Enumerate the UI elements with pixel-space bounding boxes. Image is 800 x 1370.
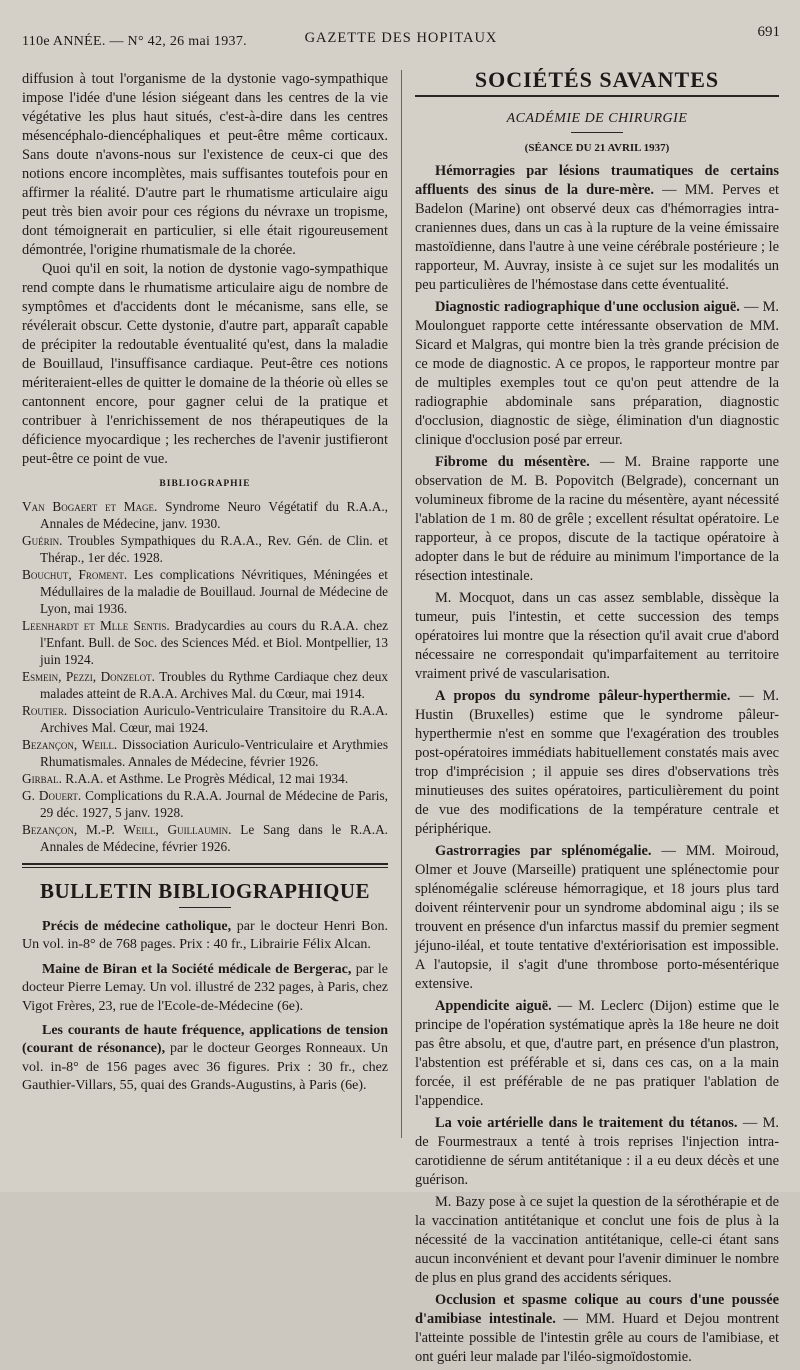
book-title: Maine de Biran et la Société médicale de Bergerac, bbox=[42, 961, 352, 977]
title-underline bbox=[571, 132, 623, 133]
book-details: par le docteur Henri Bon. Un vol. in-8° de 768 pages. Prix : 40 fr., Librairie Félix Alcan. bbox=[22, 919, 388, 953]
bibliography-entry bbox=[22, 617, 388, 668]
book-entry bbox=[22, 1022, 388, 1096]
session-entry bbox=[415, 997, 779, 1111]
entry-text: M. Bazy pose à ce sujet la question de la sérothérapie et de la vaccination antitétanique et conclut une fois de plus à la nécessité de la vaccination antitétanique, celle-ci étant sans aucun inconvénient et devant pour l'avenir diminuer le nombre de plus en plus grand des accidents sériques. bbox=[415, 1194, 779, 1286]
bibliography-entry bbox=[22, 566, 388, 617]
entry-title: Occlusion et spasme colique au cours d'une poussée d'amibiase intestinale. bbox=[415, 1292, 779, 1327]
session-entry bbox=[415, 589, 779, 684]
reference-text: Troubles Sympathiques du R.A.A., Rev. Gén. de Clin. et Thérap., 1er déc. 1928. bbox=[40, 533, 388, 565]
section-rule bbox=[22, 867, 388, 868]
session-entry bbox=[415, 453, 779, 586]
bibliography-entry bbox=[22, 702, 388, 736]
entry-title: A propos du syndrome pâleur-hyperthermie. bbox=[435, 688, 731, 704]
reference-authors: Girbal. bbox=[22, 771, 62, 786]
book-entry bbox=[22, 918, 388, 955]
session-entries bbox=[415, 162, 779, 1367]
reference-text: Bradycardies au cours du R.A.A. chez l'Enfant. Bull. de Soc. des Sciences Méd. et Biol. Montpellier, 13 juin 1924. bbox=[40, 618, 388, 667]
bibliography-entry bbox=[22, 736, 388, 770]
session-entry bbox=[415, 162, 779, 295]
academy-title: ACADÉMIE DE CHIRURGIE bbox=[506, 111, 688, 126]
reference-text: Dissociation Auriculo-Ventriculaire Transitoire du R.A.A. Archives Mal. Cœur, mai 1924. bbox=[40, 703, 388, 735]
book-list bbox=[22, 918, 388, 1096]
bibliography-entry bbox=[22, 668, 388, 702]
bibliography-heading: BIBLIOGRAPHIE bbox=[159, 479, 251, 489]
column-divider bbox=[401, 70, 402, 1138]
title-underline bbox=[179, 907, 231, 908]
section-rule bbox=[22, 863, 388, 865]
reference-authors: Bezançon, Weill. bbox=[22, 737, 118, 752]
reference-authors: Bezançon, M.-P. Weill, Guillaumin. bbox=[22, 822, 232, 837]
book-details: par le docteur Georges Ronneaux. Un vol. in-8° de 156 pages avec 36 figures. Prix : 30 fr., chez Gauthier-Villars, 55, quai des Grands-Augustins, à Paris (6e). bbox=[22, 1041, 388, 1094]
entry-title: Appendicite aiguë. bbox=[435, 998, 552, 1014]
session-date: (SÉANCE DU 21 AVRIL 1937) bbox=[524, 142, 670, 154]
right-column bbox=[415, 67, 780, 1370]
book-title: Précis de médecine catholique, bbox=[42, 919, 232, 934]
bulletin-title: BULLETIN BIBLIOGRAPHIQUE bbox=[40, 879, 370, 903]
entry-title: Fibrome du mésentère. bbox=[435, 454, 590, 470]
session-entry bbox=[415, 842, 779, 994]
bibliography-entry bbox=[22, 821, 388, 855]
reference-text: Le Sang dans le R.A.A. Annales de Médecine, février 1926. bbox=[40, 822, 388, 854]
bibliography-entry bbox=[22, 770, 388, 787]
section-rule bbox=[415, 95, 779, 97]
page-number: 691 bbox=[757, 24, 780, 40]
entry-text: — M. Leclerc (Dijon) estime que le principe de l'opération systématique après la 18e heure ne doit pas être absolu, et que, d'autre part, en présence d'un plastron, l'abstention est préférable et si, dans ces cas, on a la main forcée, il est préférable de ne pas pratiquer l'ablation de l'appendice. bbox=[415, 998, 779, 1109]
issue-info: 110e ANNÉE. — N° 42, 26 mai 1937. bbox=[22, 34, 247, 49]
page-header bbox=[22, 24, 780, 54]
bibliography-list bbox=[22, 498, 388, 855]
article-paragraph: Quoi qu'il en soit, la notion de dystonie vago-sympathique rend compte dans le rhumatisme articulaire aigu de nombre de symptômes et d'accidents dont le mécanisme, sans elle, se révélerait obscur. Cette dystonie, d'autre part, apparaît capable de précipiter la redoutable éventualité qu'est, dans la maladie de Bouillaud, l'insuffisance cardiaque. Peut-être ces notions mériteraient-elles de quitter le domaine de la théorie où elles se cantonnent encore, pour gagner celui de la pratique et contribuer à l'enrichissement de nos thérapeutiques de la déficience myocardique ; les recherches de l'avenir justifieront peut-être ce point de vue. bbox=[22, 261, 388, 467]
entry-title: Diagnostic radiographique d'une occlusion aiguë. bbox=[435, 299, 740, 315]
bibliography-entry bbox=[22, 498, 388, 532]
reference-text: Complications du R.A.A. Journal de Médecine de Paris, 29 déc. 1927, 5 janv. 1928. bbox=[40, 788, 388, 820]
entry-title: Hémorragies par lésions traumatiques de certains affluents des sinus de la dure-mère. bbox=[415, 163, 779, 198]
reference-authors: G. Douert. bbox=[22, 788, 82, 803]
reference-text: Les complications Névritiques, Méningées et Médullaires de la maladie de Bouillaud. Journal de Médecine de Lyon, mai 1936. bbox=[40, 567, 388, 616]
session-entry bbox=[415, 1114, 779, 1190]
book-entry bbox=[22, 961, 388, 1016]
bibliography-entry bbox=[22, 532, 388, 566]
session-entry bbox=[415, 1291, 779, 1367]
reference-authors: Guérin. bbox=[22, 533, 63, 548]
entry-text: — M. de Fourmestraux a tenté à trois reprises l'injection intra-carotidienne de sérum antitétanique : il a eu deux décès et une guérison. bbox=[415, 1115, 780, 1188]
reference-text: Dissociation Auriculo-Ventriculaire et Arythmies Rhumatismales. Annales de Médecine, février 1926. bbox=[40, 737, 388, 769]
reference-text: Troubles du Rythme Cardiaque chez deux malades atteint de R.A.A. Archives Mal. du Cœur, mai 1914. bbox=[40, 669, 388, 701]
reference-authors: Bouchut, Froment. bbox=[22, 567, 128, 582]
entry-text: — M. Moulonguet rapporte cette intéressante observation de MM. Sicard et Malgras, qui montre bien la très grande précision de ce mode de diagnostic. A ce propos, le rapporteur montre par de multiples exemples tout ce qu'on peut attendre de la radiographie abdominale sans préparation, diagnostic d'occlusion, diagnostic de siège, élimination d'un diagnostic clinique d'occlusion posé par erreur. bbox=[415, 299, 779, 448]
session-entry bbox=[415, 1193, 779, 1288]
entry-text: — MM. Moiroud, Olmer et Jouve (Marseille) pratiquent une splénectomie pour splénomégalie scléreuse hémorragique, et 18 jours plus tard doivent réintervenir pour un syndrome abdominal aigu ; ils se trouvent en présence d'un infarctus massif du premier segment jéjuno-iléal, et toute tentative d'extériorisation est impossible. A l'autopsie, il s'agit d'une thrombose porto-mésentérique extensive. bbox=[415, 843, 779, 992]
entry-text: — MM. Huard et Dejou montrent l'atteinte possible de l'intestin grêle au cours de l'amibiase, et ont guéri leur malade par l'iléo-sigmoïdostomie. bbox=[415, 1311, 779, 1365]
journal-title: GAZETTE DES HOPITAUX bbox=[304, 30, 498, 46]
reference-authors: Van Bogaert et Mage. bbox=[22, 499, 158, 514]
book-title: Les courants de haute fréquence, applications de tension (courant de résonance), bbox=[22, 1023, 388, 1057]
entry-text: — M. Braine rapporte une observation de M. B. Popovitch (Belgrade), concernant un volumineux fibrome de la racine du mésentère, ayant nécessité l'ablation de 1 m. 80 de grêle ; excellent résultat opératoire. Le rapporteur, à ce propos, discute de la tactique opératoire à adopter dans le but de réduire au minimum l'importance de la résection intestinale. bbox=[415, 454, 779, 584]
entry-title: Gastrorragies par splénomégalie. bbox=[435, 843, 652, 859]
entry-text: — M. Hustin (Bruxelles) estime que le syndrome pâleur-hyperthermie n'est en somme que l'exagération des troubles post-opératoires immédiats habituellement constatés mais avec trop d'imprécision ; il appuie ses dires d'observations très minutieuses des suites opératoires, particulièrement du point de vue des modifications de la température centrale et périphérique. bbox=[415, 688, 779, 837]
reference-text: R.A.A. et Asthme. Le Progrès Médical, 12 mai 1934. bbox=[61, 771, 349, 786]
reference-authors: Leenhardt et Mlle Sentis. bbox=[22, 618, 170, 633]
left-column bbox=[22, 70, 388, 1102]
entry-text: M. Mocquot, dans un cas assez semblable, dissèque la tumeur, puis l'intestin, et cette succession des temps opératoires lui montre que la résection qu'il avait crue d'abord nécessaire ne correspondait qu'imparfaitement au territoire vraiment privé de vascularisation. bbox=[415, 590, 779, 682]
session-entry bbox=[415, 298, 779, 450]
article-paragraph: diffusion à tout l'organisme de la dystonie vago-sympathique impose l'idée d'une lésion siégeant dans les centres de la vie végétative les plus haut situés, c'est-à-dire dans les centres mésencéphalo-diencéphaliques et peut-être même corticaux. Sans doute n'avons-nous sur l'existence de ceux-ci que des notions encore incomplètes, mais suffisantes toutefois pour en affirmer la réalité. D'autre part le rhumatisme articulaire aigu peut très bien avoir pour ces régions du névraxe un tropisme, dont témoignerait en particulier, si elle était rigoureusement démontrée, l'origine rhumatismale de la chorée. bbox=[22, 71, 388, 258]
reference-authors: Routier. bbox=[22, 703, 68, 718]
reference-text: Syndrome Neuro Végétatif du R.A.A., Annales de Médecine, janv. 1930. bbox=[40, 499, 388, 531]
entry-title: La voie artérielle dans le traitement du tétanos. bbox=[435, 1115, 738, 1131]
reference-authors: Esmein, Pezzi, Donzelot. bbox=[22, 669, 155, 684]
bibliography-entry bbox=[22, 787, 388, 821]
book-details: par le docteur Pierre Lemay. Un vol. illustré de 232 pages, à Paris, chez Vigot Frères, 23, rue de l'Ecole-de-Médecine (6e). bbox=[22, 961, 389, 1014]
session-entry bbox=[415, 687, 779, 839]
section-title: SOCIÉTÉS SAVANTES bbox=[474, 67, 720, 92]
entry-text: — MM. Perves et Badelon (Marine) ont observé deux cas d'hémorragies intra-craniennes dues, dans un cas à la rupture de la veine émissaire mastoïdienne, dans l'autre à une veine cérébrale postérieure ; le rapporteur, M. Auvray, insiste à ce sujet sur les modalités un peu particulières de l'hémostase dans cette éventualité. bbox=[415, 182, 779, 293]
